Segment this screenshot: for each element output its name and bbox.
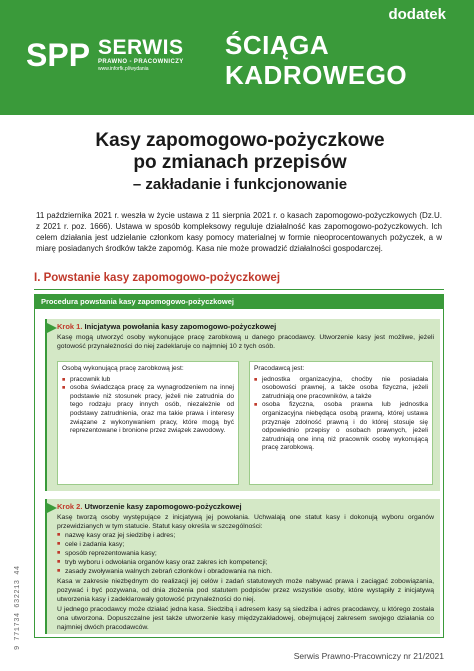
publication-title-line2: KADROWEGO [225,60,408,90]
worker-definition-box [57,361,239,485]
brand-subtitle: PRAWNO - PRACOWNICZY [98,59,184,65]
article-title [40,130,440,174]
step-2-text-legal-capacity: Kasa w zakresie niezbędnym do realizacji jej celów i zadań statutowych może nabywać prawa i zaciągać zobowiązania, pozywać i być pozywana, od dnia złożenia pod statutem podpisów przez wszystkie osoby, które wystąpiły z inicjatywą utworzenia kasy i zadeklarowały gotowość przynależności do niej. [57,578,434,603]
list-item: ■ osoba fizyczna, osoba prawna lub jednostka organizacyjna niebędąca osobą prawną, której ustawa przyznaje zdolność prawną i do której stosuje się odpowiednio przepisy o osobach prawnych, jeżeli zatrudniają one inną niż pracownik osobę wykonującą pracę zarobkową. [254,401,428,453]
procedure-box [34,294,444,638]
step-1-text: Kasę mogą utworzyć osoby wykonujące pracę zarobkową u danego pracodawcy. Utworzenie kasy jest możliwe, jeżeli gotowość przynależności do niej zadeklaruje co najmniej 10 z tych osób. [57,334,434,350]
supplement-label: dodatek [388,6,446,23]
employer-definition-list [254,376,428,453]
procedure-box-title: Procedura powstania kasy zapomogowo-pożyczkowej [35,295,443,309]
brand-block [98,38,184,73]
logo-text: SPP [26,37,91,72]
list-item: ■ sposób reprezentowania kasy; [57,549,434,558]
list-item: ■ jednostka organizacyjna, choćby nie posiadała osobowości prawnej, a także osoba fizyczna, jeżeli zatrudniają one pracowników, a także [254,376,428,402]
step-2-text-one-fund: U jednego pracodawcy może działać jedna kasa. Siedzibą i adresem kasy są siedziba i adres pracodawcy, u którego została ona utworzona. Dopuszczalne jest także utworzenie kasy międzyzakładowej, obejmującej zakresem swojego działania co najmniej dwóch pracodawców. [57,606,434,631]
step-1-number: Krok 1. [57,322,83,331]
list-item: ■ cele i zadania kasy; [57,540,434,549]
barcode-number: 9 771734 632213 44 [14,565,22,650]
employer-definition-heading: Pracodawcą jest: [254,365,305,372]
intro-paragraph: 11 października 2021 r. weszła w życie ustawa z 11 sierpnia 2021 r. o kasach zapomogowo-pożyczkowych (Dz.U. z 2021 r. poz. 1666). Ustawa w sposób kompleksowy reguluje działalność kas zapomogowo-pożyczkowych. Ich celem działania jest udzielanie członkom kasy pomocy materialnej w formie nieoprocentowanych pożyczek, a w miarę posiadanych środków także zapomóg. Kasa nie może prowadzić działalności gospodarczej. [36,211,442,253]
step-2-number: Krok 2. [57,502,83,511]
section-heading: I. Powstanie kasy zapomogowo-pożyczkowej [34,272,444,290]
list-item: ■ zasady zwoływania walnych zebrań członków i obradowania na nich. [57,567,434,576]
list-item: ■ tryb wyboru i odwołania organów kasy oraz zakres ich kompetencji; [57,558,434,567]
worker-definition-heading: Osobą wykonującą pracę zarobkową jest: [62,365,184,372]
list-item: ■ nazwę kasy oraz jej siedzibę i adres; [57,531,434,540]
worker-definition-list [62,376,234,436]
brand-name: SERWIS [98,36,184,59]
article-subtitle: – zakładanie i funkcjonowanie [132,176,348,193]
statute-list [47,531,440,576]
step-1-heading: Inicjatywa powołania kasy zapomogowo-pożyczkowej [84,322,277,331]
header-banner [0,0,474,115]
step-marker-icon [47,503,57,513]
footer-issue: Serwis Prawno-Pracowniczy nr 21/2021 [293,651,444,661]
spp-logo [26,36,92,72]
step-2-title [47,499,440,512]
step-2-heading: Utworzenie kasy zapomogowo-pożyczkowej [84,502,242,511]
step-1-box [45,319,440,491]
employer-definition-box [249,361,433,485]
step-1-title [47,319,440,332]
publication-title-line1: ŚCIĄGA [225,30,330,60]
publication-title [225,30,407,90]
step-marker-icon [47,323,57,333]
list-item: ■ osoba świadcząca pracę za wynagrodzeniem na innej podstawie niż stosunek pracy, jeżeli nie zatrudnia do tego rodzaju pracy innych osób, niezależnie od podstawy zatrudnienia, oraz ma takie prawa i interesy związane z wykonywaniem pracy, które mogą być reprezentowane i bronione przez związek zawodowy. [62,384,234,436]
list-item: ■ pracownik lub [62,376,234,385]
article-title-line2: po zmianach przepisów [133,152,347,173]
article-title-line1: Kasy zapomogowo-pożyczkowe [95,130,385,151]
step-2-text: Kasę tworzą osoby występujące z inicjatywą jej powołania. Uchwalają one statut kasy i dokonują wyboru organów przewidzianych w tym statucie. Statut kasy określa w szczególności: [57,514,434,530]
step-2-box [45,499,440,634]
brand-url: www.inforfk.pl/wydania [98,66,149,72]
